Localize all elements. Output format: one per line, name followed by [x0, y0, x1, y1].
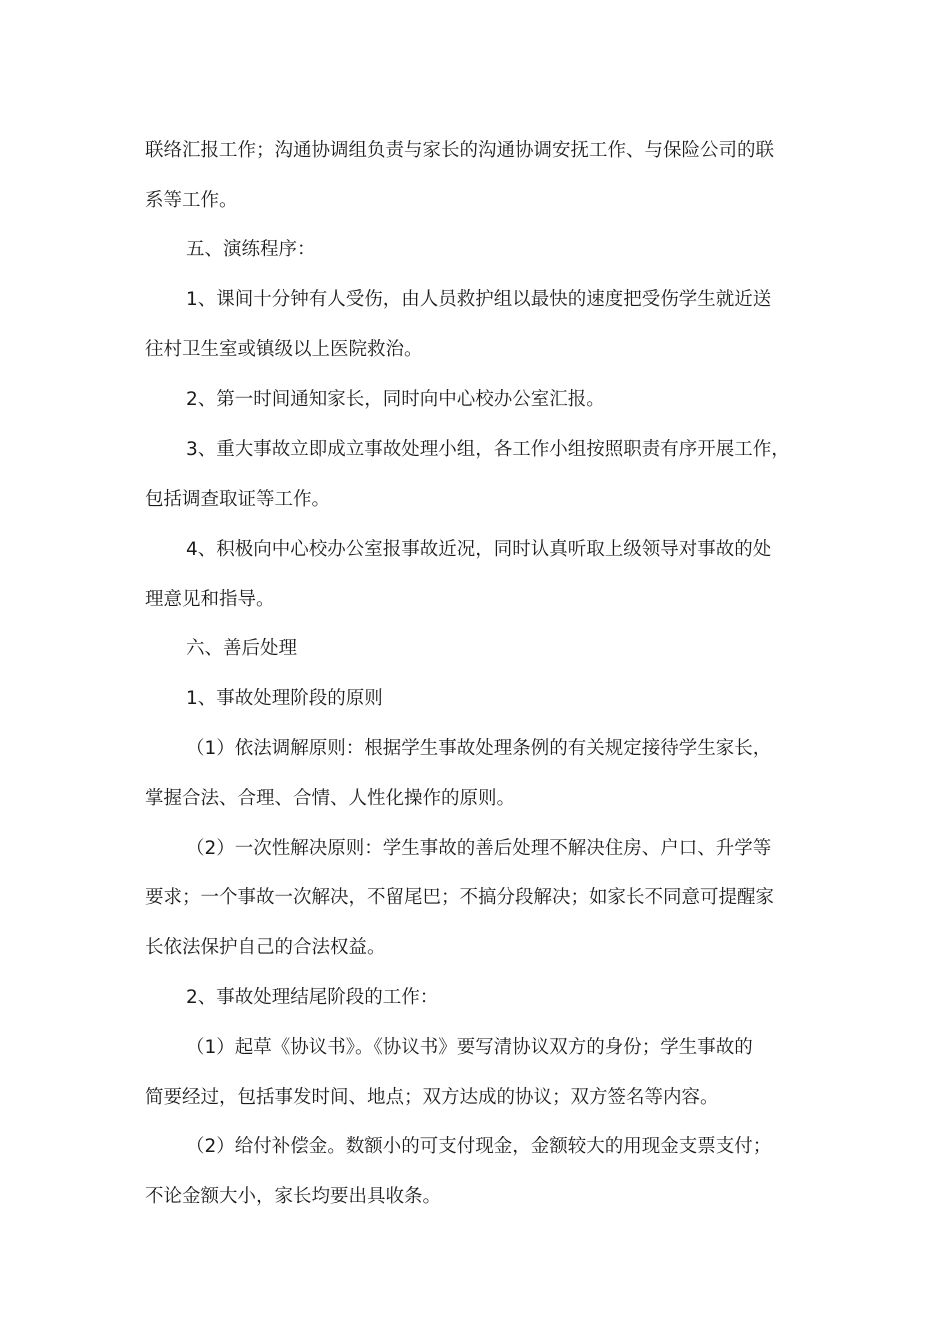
text-line: 包括调查取证等工作。 — [145, 489, 331, 510]
text-line: 理意见和指导。 — [145, 589, 275, 610]
section-heading: 五、演练程序： — [186, 239, 316, 260]
text-line: 不论金额大小，家长均要出具收条。 — [145, 1186, 442, 1207]
text-line: 联络汇报工作；沟通协调组负责与家长的沟通协调安抚工作、与保险公司的联 — [145, 140, 775, 161]
text-line: 1、事故处理阶段的原则 — [186, 688, 383, 709]
text-line: 1、课间十分钟有人受伤，由人员救护组以最快的速度把受伤学生就近送 — [186, 289, 772, 310]
text-line: （2）给付补偿金。数额小的可支付现金，金额较大的用现金支票支付； — [186, 1136, 772, 1157]
text-line: 长依法保护自己的合法权益。 — [145, 937, 386, 958]
text-line: （2）一次性解决原则：学生事故的善后处理不解决住房、户口、升学等 — [186, 838, 772, 859]
text-line: 3、重大事故立即成立事故处理小组，各工作小组按照职责有序开展工作， — [186, 439, 790, 460]
text-line: 要求；一个事故一次解决，不留尾巴；不搞分段解决；如家长不同意可提醒家 — [145, 887, 775, 908]
text-line: （1）起草《协议书》。《协议书》要写清协议双方的身份；学生事故的 — [186, 1037, 753, 1058]
text-line: 简要经过，包括事发时间、地点；双方达成的协议；双方签名等内容。 — [145, 1087, 719, 1108]
text-line: 2、第一时间通知家长，同时向中心校办公室汇报。 — [186, 389, 605, 410]
section-heading: 六、善后处理 — [186, 638, 298, 659]
text-line: 系等工作。 — [145, 190, 238, 211]
text-line: 往村卫生室或镇级以上医院救治。 — [145, 339, 423, 360]
text-line: 掌握合法、合理、合情、人性化操作的原则。 — [145, 788, 516, 809]
text-line: （1）依法调解原则：根据学生事故处理条例的有关规定接待学生家长， — [186, 738, 772, 759]
text-line: 4、积极向中心校办公室报事故近况，同时认真听取上级领导对事故的处 — [186, 539, 772, 560]
text-line: 2、事故处理结尾阶段的工作： — [186, 987, 439, 1008]
